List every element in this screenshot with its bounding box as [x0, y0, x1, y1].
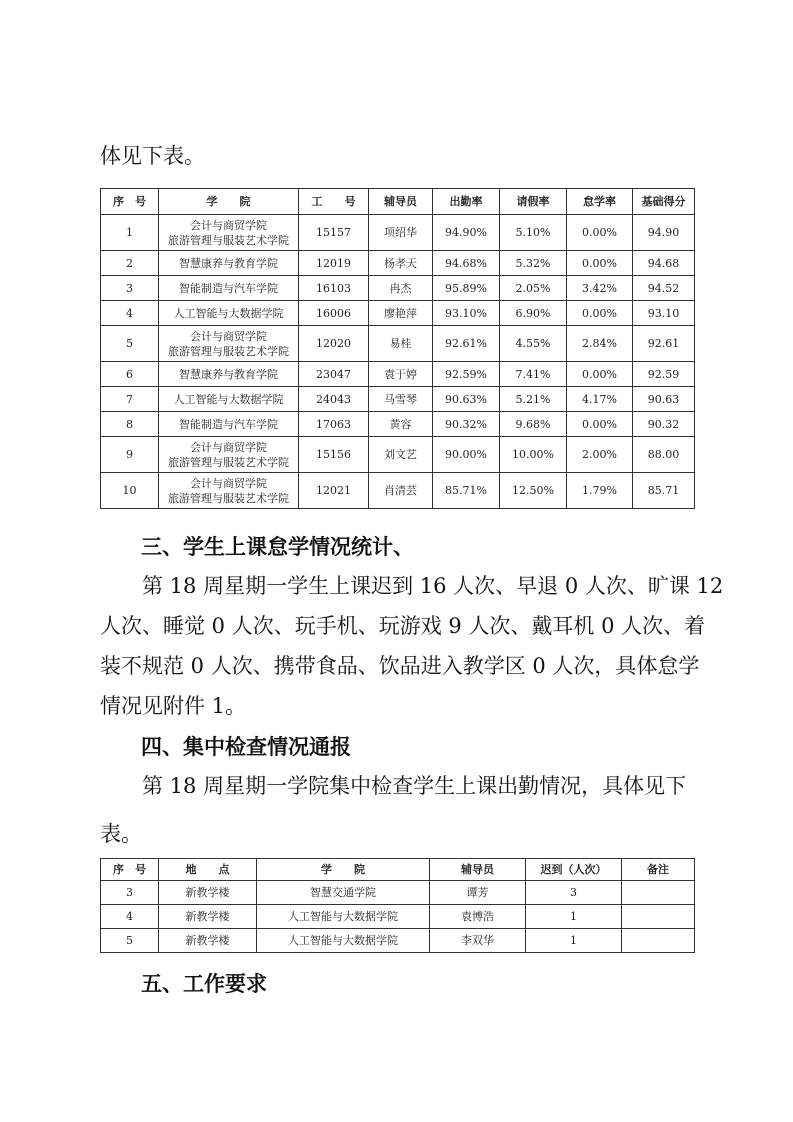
table-cell	[622, 929, 695, 953]
header-cell: 序 号	[101, 189, 159, 215]
attendance-table-header	[101, 189, 695, 215]
table-row	[101, 387, 695, 412]
table-cell: 5.10%	[500, 215, 567, 251]
college-name: 会计与商贸学院	[190, 476, 267, 490]
table-cell: 10	[101, 473, 159, 509]
table-cell: 92.59%	[433, 362, 500, 387]
college-name: 会计与商贸学院	[190, 218, 267, 232]
header-cell: 地 点	[159, 859, 257, 881]
table-cell: 15156	[299, 437, 369, 473]
table-cell: 马雪琴	[369, 387, 433, 412]
college-name: 智慧康养与教育学院	[179, 256, 278, 270]
table-cell: 黄容	[369, 412, 433, 437]
table-cell: 23047	[299, 362, 369, 387]
table-cell: 5.32%	[500, 251, 567, 276]
table-cell	[159, 276, 299, 301]
table-cell: 93.10	[633, 301, 695, 326]
section-4-line-2: 表。	[100, 822, 142, 846]
table-cell: 袁博浩	[430, 905, 526, 929]
table-cell: 5.21%	[500, 387, 567, 412]
header-cell: 学 院	[257, 859, 430, 881]
section-3-line-4: 情况见附件 1。	[100, 694, 247, 718]
table-cell: 17063	[299, 412, 369, 437]
table-cell: 3	[526, 881, 622, 905]
table-cell: 6	[101, 362, 159, 387]
table-cell: 5	[101, 929, 159, 953]
college-name: 智能制造与汽车学院	[179, 417, 278, 431]
table-cell: 人工智能与大数据学院	[257, 905, 430, 929]
table-cell: 袁于婷	[369, 362, 433, 387]
table-cell: 新教学楼	[159, 905, 257, 929]
table-cell: 90.32	[633, 412, 695, 437]
table-cell: 92.59	[633, 362, 695, 387]
table-cell	[159, 387, 299, 412]
section-3-line-1: 第 18 周星期一学生上课迟到 16 人次、早退 0 人次、旷课 12	[100, 574, 724, 598]
table-cell: 2.84%	[567, 326, 633, 362]
table-cell: 94.68%	[433, 251, 500, 276]
section-3-heading: 三、学生上课怠学情况统计、	[141, 535, 414, 559]
table-cell: 16103	[299, 276, 369, 301]
table-cell: 4	[101, 905, 159, 929]
college-name: 智能制造与汽车学院	[179, 281, 278, 295]
table-cell: 12021	[299, 473, 369, 509]
table-cell: 肖清芸	[369, 473, 433, 509]
table-cell: 4	[101, 301, 159, 326]
table-cell: 2.05%	[500, 276, 567, 301]
table-cell	[622, 881, 695, 905]
table-cell: 项绍华	[369, 215, 433, 251]
header-cell: 出勤率	[433, 189, 500, 215]
header-cell: 工 号	[299, 189, 369, 215]
table-cell	[159, 412, 299, 437]
section-4-line-1: 第 18 周星期一学院集中检查学生上课出勤情况，具体见下	[100, 774, 687, 798]
table-cell: 95.89%	[433, 276, 500, 301]
college-name: 旅游管理与服装艺术学院	[168, 344, 289, 358]
table-cell: 0.00%	[567, 251, 633, 276]
table-cell: 16006	[299, 301, 369, 326]
table-cell: 冉杰	[369, 276, 433, 301]
table-row	[101, 881, 695, 905]
table-cell: 7	[101, 387, 159, 412]
table-cell: 2	[101, 251, 159, 276]
table-cell: 10.00%	[500, 437, 567, 473]
table-cell: 7.41%	[500, 362, 567, 387]
table-row	[101, 929, 695, 953]
table-cell	[159, 215, 299, 251]
table-cell: 易桂	[369, 326, 433, 362]
table-cell: 94.52	[633, 276, 695, 301]
table-row	[101, 905, 695, 929]
table-cell: 4.17%	[567, 387, 633, 412]
header-cell: 迟到（人次）	[526, 859, 622, 881]
table-cell: 3	[101, 276, 159, 301]
table-row	[101, 362, 695, 387]
table-row	[101, 326, 695, 362]
table-cell: 92.61	[633, 326, 695, 362]
header-cell: 备注	[622, 859, 695, 881]
table-cell: 新教学楼	[159, 881, 257, 905]
college-name: 智慧康养与教育学院	[179, 367, 278, 381]
college-name: 旅游管理与服装艺术学院	[168, 491, 289, 505]
college-name: 旅游管理与服装艺术学院	[168, 455, 289, 469]
intro-line: 体见下表。	[100, 144, 205, 168]
table-cell: 0.00%	[567, 301, 633, 326]
header-cell: 基础得分	[633, 189, 695, 215]
header-cell: 辅导员	[369, 189, 433, 215]
table-cell	[159, 326, 299, 362]
table-cell: 12020	[299, 326, 369, 362]
section-3-line-3: 装不规范 0 人次、携带食品、饮品进入教学区 0 人次，具体怠学	[100, 654, 700, 678]
table-row	[101, 215, 695, 251]
table-cell: 谭芳	[430, 881, 526, 905]
college-name: 人工智能与大数据学院	[173, 306, 284, 320]
section-5-heading: 五、工作要求	[141, 972, 267, 996]
table-cell: 90.32%	[433, 412, 500, 437]
table-cell: 4.55%	[500, 326, 567, 362]
table-cell: 1	[101, 215, 159, 251]
table-cell: 智慧交通学院	[257, 881, 430, 905]
table-cell: 12.50%	[500, 473, 567, 509]
table-cell: 3	[101, 881, 159, 905]
table-cell: 人工智能与大数据学院	[257, 929, 430, 953]
table-cell: 90.63%	[433, 387, 500, 412]
header-cell: 序 号	[101, 859, 159, 881]
header-cell: 辅导员	[430, 859, 526, 881]
table-cell	[159, 251, 299, 276]
table-cell: 2.00%	[567, 437, 633, 473]
college-name: 会计与商贸学院	[190, 329, 267, 343]
table-cell: 93.10%	[433, 301, 500, 326]
table-cell: 0.00%	[567, 412, 633, 437]
table-cell: 9.68%	[500, 412, 567, 437]
college-name: 人工智能与大数据学院	[173, 392, 284, 406]
table-row	[101, 473, 695, 509]
table-cell: 9	[101, 437, 159, 473]
table-row	[101, 251, 695, 276]
table-cell: 0.00%	[567, 362, 633, 387]
table-cell	[159, 437, 299, 473]
table-cell: 廖艳萍	[369, 301, 433, 326]
table-cell: 90.63	[633, 387, 695, 412]
table-row	[101, 276, 695, 301]
table-row	[101, 437, 695, 473]
table-cell: 李双华	[430, 929, 526, 953]
table-cell	[159, 301, 299, 326]
table-cell: 85.71%	[433, 473, 500, 509]
table-cell: 6.90%	[500, 301, 567, 326]
table-cell: 94.68	[633, 251, 695, 276]
section-3-line-2: 人次、睡觉 0 人次、玩手机、玩游戏 9 人次、戴耳机 0 人次、着	[100, 614, 706, 638]
table-row	[101, 301, 695, 326]
table-cell	[159, 362, 299, 387]
inspection-table-header	[101, 859, 695, 881]
inspection-table	[100, 858, 695, 953]
header-cell: 请假率	[500, 189, 567, 215]
table-cell: 5	[101, 326, 159, 362]
table-cell: 1.79%	[567, 473, 633, 509]
table-cell: 8	[101, 412, 159, 437]
table-cell: 15157	[299, 215, 369, 251]
header-cell: 怠学率	[567, 189, 633, 215]
table-cell: 94.90	[633, 215, 695, 251]
section-4-heading: 四、集中检查情况通报	[141, 735, 351, 759]
table-cell: 3.42%	[567, 276, 633, 301]
table-cell: 新教学楼	[159, 929, 257, 953]
table-cell	[159, 473, 299, 509]
table-cell: 24043	[299, 387, 369, 412]
table-cell: 90.00%	[433, 437, 500, 473]
table-cell: 92.61%	[433, 326, 500, 362]
college-name: 会计与商贸学院	[190, 440, 267, 454]
table-cell: 刘文艺	[369, 437, 433, 473]
table-row	[101, 412, 695, 437]
table-cell: 1	[526, 929, 622, 953]
attendance-table	[100, 188, 695, 509]
table-cell: 85.71	[633, 473, 695, 509]
table-cell	[622, 905, 695, 929]
college-name: 旅游管理与服装艺术学院	[168, 233, 289, 247]
table-cell: 88.00	[633, 437, 695, 473]
header-cell: 学 院	[159, 189, 299, 215]
table-cell: 1	[526, 905, 622, 929]
table-cell: 12019	[299, 251, 369, 276]
table-cell: 94.90%	[433, 215, 500, 251]
table-cell: 0.00%	[567, 215, 633, 251]
table-cell: 杨孝天	[369, 251, 433, 276]
